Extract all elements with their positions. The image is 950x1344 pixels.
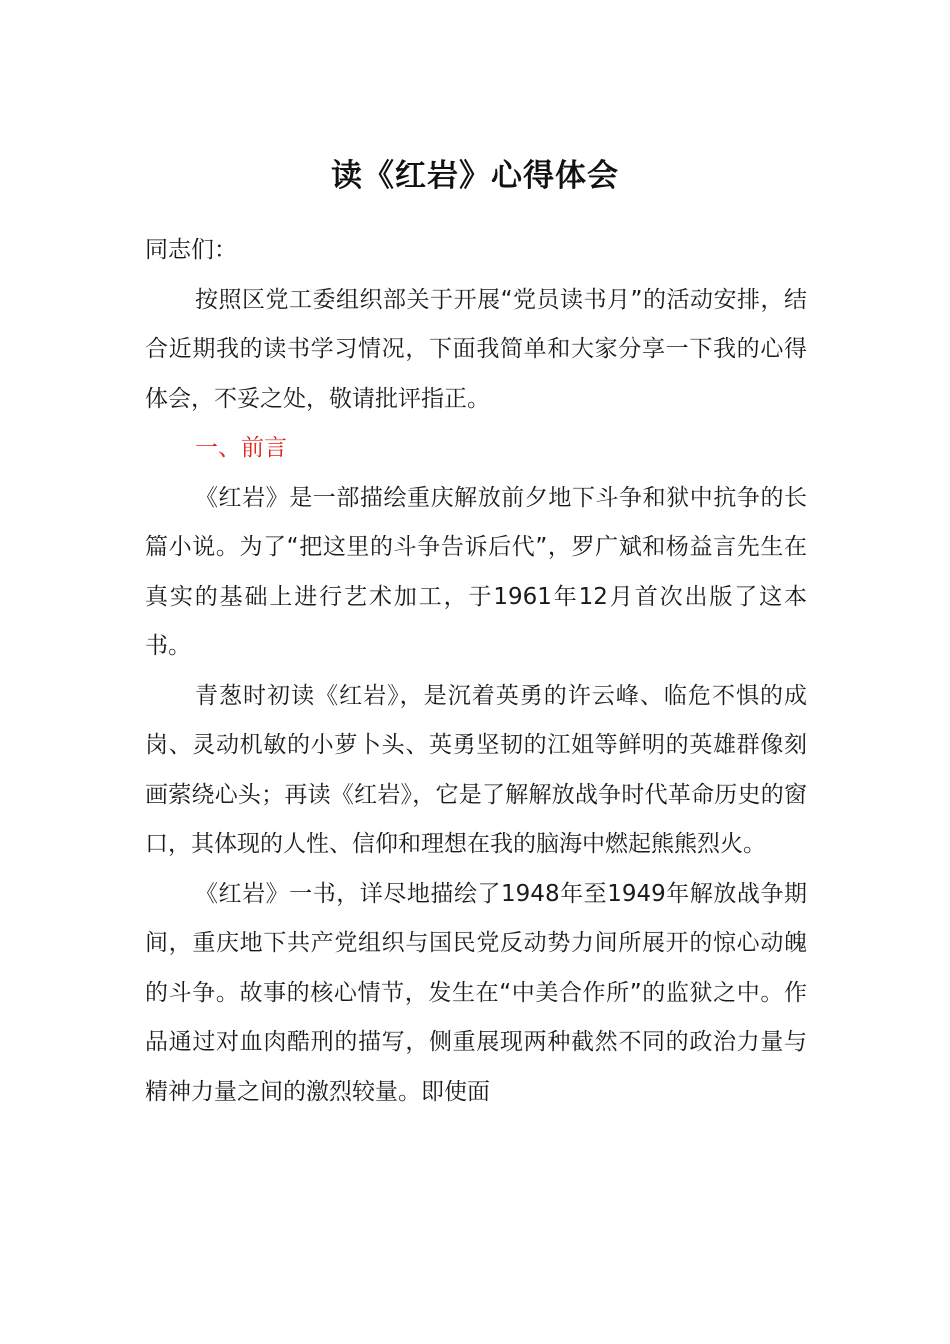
salutation: 同志们：	[145, 237, 237, 263]
document-body	[145, 226, 807, 1117]
section-heading: 一、前言	[195, 435, 287, 461]
paragraph-1: 《红岩》是一部描绘重庆解放前夕地下斗争和狱中抗争的长篇小说。为了“把这里的斗争告诉后代”，罗广斌和杨益言先生在真实的基础上进行艺术加工，于1961年12月首次出版了这本书。	[145, 484, 807, 659]
paragraph-2: 青葱时初读《红岩》，是沉着英勇的许云峰、临危不惧的成岗、灵动机敏的小萝卜头、英勇坚韧的江姐等鲜明的英雄群像刻画萦绕心头；再读《红岩》，它是了解解放战争时代革命历史的窗口，其体现的人性、信仰和理想在我的脑海中燃起熊熊烈火。	[145, 682, 807, 857]
document-title: 读《红岩》心得体会	[331, 158, 619, 194]
paragraph-3: 《红岩》一书，详尽地描绘了1948年至1949年解放战争期间，重庆地下共产党组织与国民党反动势力间所展开的惊心动魄的斗争。故事的核心情节，发生在“中美合作所”的监狱之中。作品通过对血肉酷刑的描写，侧重展现两种截然不同的政治力量与精神力量之间的激烈较量。即使面	[145, 880, 807, 1105]
paragraph-intro: 按照区党工委组织部关于开展“党员读书月”的活动安排，结合近期我的读书学习情况，下面我简单和大家分享一下我的心得体会，不妥之处，敬请批评指正。	[145, 286, 807, 412]
